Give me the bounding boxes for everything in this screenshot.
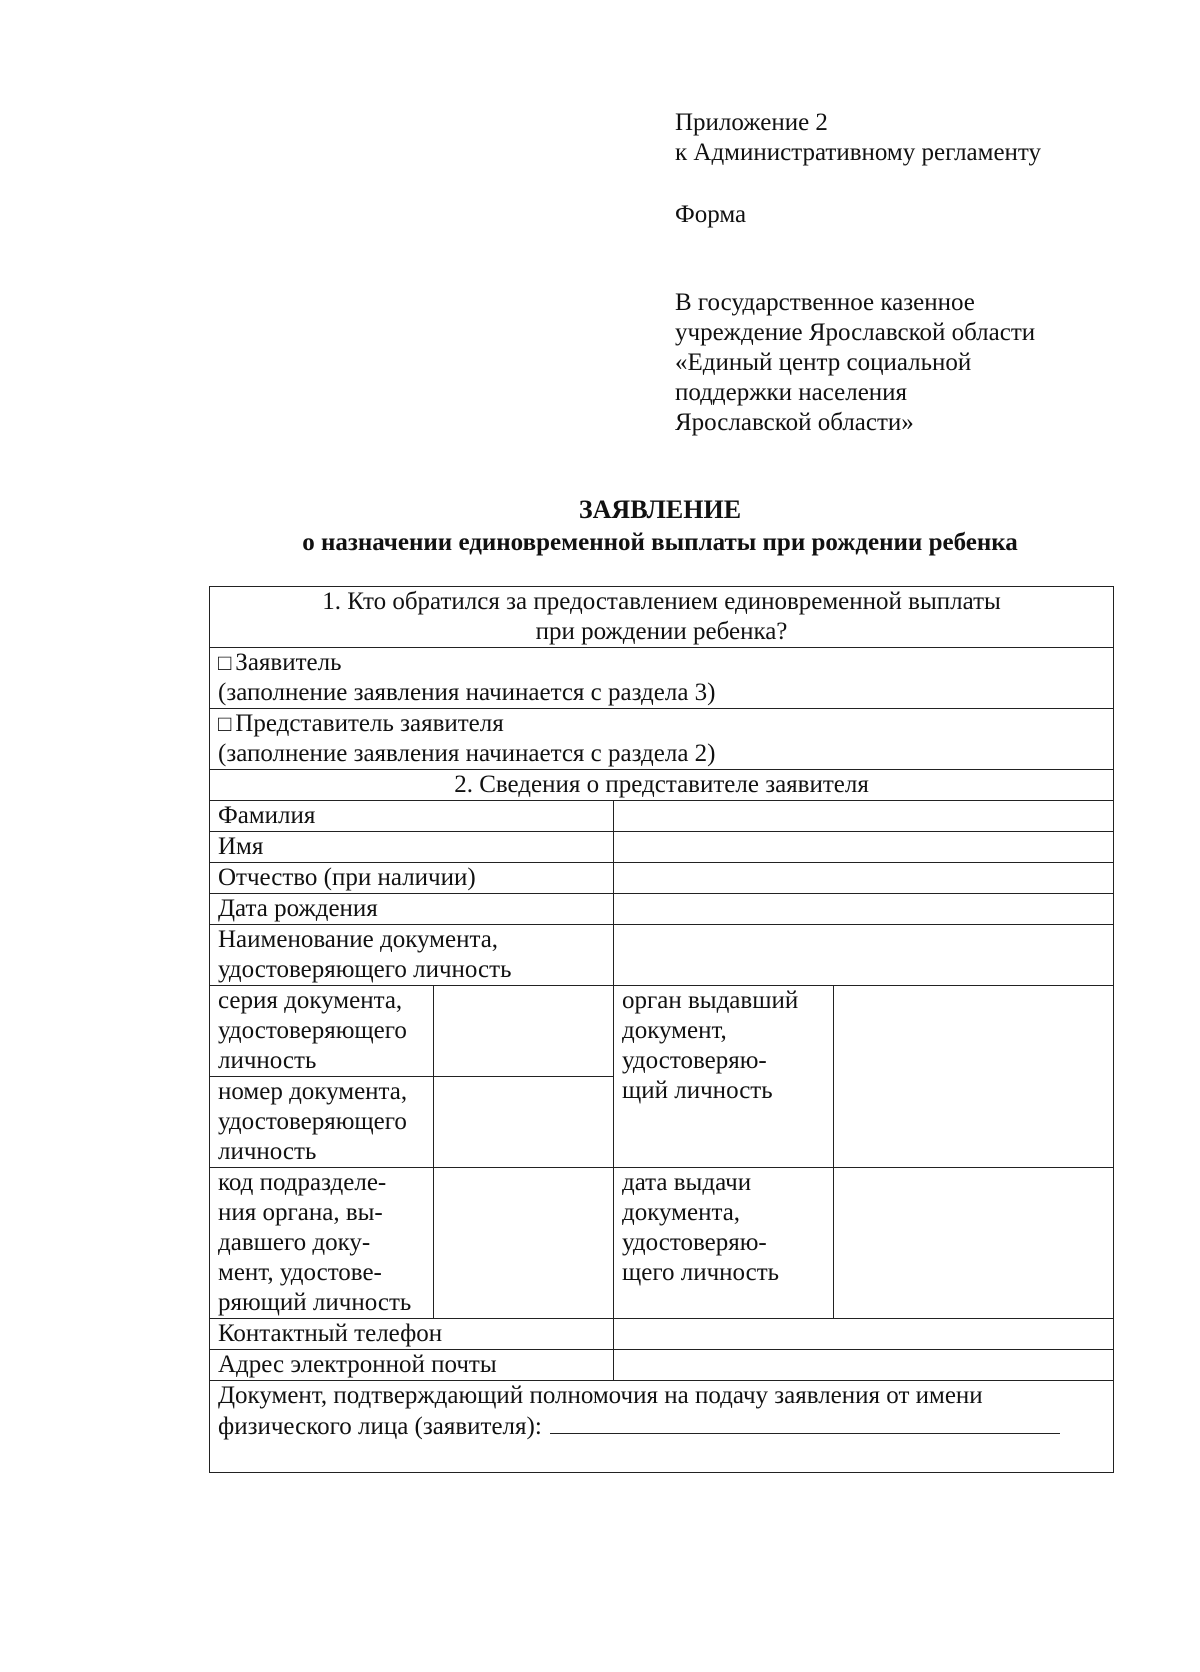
email-label: Адрес электронной почты [210, 1350, 614, 1381]
option-applicant-label: Заявитель [235, 649, 342, 676]
authority-doc-row [210, 1381, 1114, 1473]
id-doc-name-row [210, 925, 1114, 986]
checkbox-applicant[interactable]: □ [218, 650, 232, 675]
name-field[interactable] [614, 832, 1114, 863]
birth-date-row [210, 894, 1114, 925]
option-representative-note: (заполнение заявления начинается с раздела 2) [218, 740, 716, 767]
birth-date-field[interactable] [614, 894, 1114, 925]
email-field[interactable] [614, 1350, 1114, 1381]
option-representative-label: Представитель заявителя [235, 710, 504, 737]
application-form-table [209, 586, 1114, 1473]
addressee-line: учреждение Ярославской области [675, 319, 1036, 346]
authority-doc-cell [210, 1381, 1114, 1473]
division-code-row [210, 1168, 1114, 1319]
doc-number-label: номер документа, удостоверяющего личность [210, 1077, 434, 1168]
authority-doc-field[interactable] [550, 1411, 1060, 1434]
section1-heading: 1. Кто обратился за предоставлением единовременной выплаты при рождении ребенка? [210, 587, 1114, 648]
header-block [675, 108, 1155, 438]
surname-field[interactable] [614, 801, 1114, 832]
patronymic-field[interactable] [614, 863, 1114, 894]
division-code-field[interactable] [434, 1168, 614, 1319]
document-title: ЗАЯВЛЕНИЕ [578, 495, 742, 524]
surname-row [210, 801, 1114, 832]
email-row [210, 1350, 1114, 1381]
phone-row [210, 1319, 1114, 1350]
doc-series-field[interactable] [434, 986, 614, 1077]
birth-date-label: Дата рождения [210, 894, 614, 925]
option-applicant-note: (заполнение заявления начинается с раздела 3) [218, 679, 716, 706]
authority-doc-label-cont: физического лица (заявителя): [218, 1413, 542, 1440]
authority-doc-label: Документ, подтверждающий полномочия на подачу заявления от имени [218, 1382, 983, 1409]
doc-issuer-field[interactable] [834, 986, 1114, 1168]
option-applicant-cell[interactable] [210, 648, 1114, 709]
option-representative-row [210, 709, 1114, 770]
option-applicant-row [210, 648, 1114, 709]
appendix-label: Приложение 2 [675, 109, 828, 136]
name-label: Имя [210, 832, 614, 863]
patronymic-row [210, 863, 1114, 894]
doc-issuer-label: орган выдавший документ, удостоверяю- щий личность [614, 986, 834, 1168]
form-label: Форма [675, 201, 747, 228]
patronymic-label: Отчество (при наличии) [210, 863, 614, 894]
addressee-line: «Единый центр социальной [675, 349, 972, 376]
surname-label: Фамилия [210, 801, 614, 832]
id-doc-name-label: Наименование документа, удостоверяющего личность [210, 925, 614, 986]
regulation-reference: к Административному регламенту [675, 139, 1042, 166]
section1-heading-row [210, 587, 1114, 648]
issue-date-field[interactable] [834, 1168, 1114, 1319]
phone-label: Контактный телефон [210, 1319, 614, 1350]
section2-heading: 2. Сведения о представителе заявителя [210, 770, 1114, 801]
name-row [210, 832, 1114, 863]
id-doc-name-field[interactable] [614, 925, 1114, 986]
doc-series-label: серия документа, удостоверяющего личность [210, 986, 434, 1077]
doc-number-field[interactable] [434, 1077, 614, 1168]
addressee-line: В государственное казенное [675, 289, 975, 316]
document-subtitle: о назначении единовременной выплаты при рождении ребенка [302, 529, 1018, 556]
section2-heading-row [210, 770, 1114, 801]
doc-series-row [210, 986, 1114, 1077]
option-representative-cell[interactable] [210, 709, 1114, 770]
addressee-line: Ярославской области» [675, 409, 914, 436]
addressee-line: поддержки населения [675, 379, 908, 406]
phone-field[interactable] [614, 1319, 1114, 1350]
division-code-label: код подразделе- ния органа, вы- давшего доку- мент, удостове- ряющий личность [210, 1168, 434, 1319]
issue-date-label: дата выдачи документа, удостоверяю- щего личность [614, 1168, 834, 1319]
checkbox-representative[interactable]: □ [218, 711, 232, 736]
